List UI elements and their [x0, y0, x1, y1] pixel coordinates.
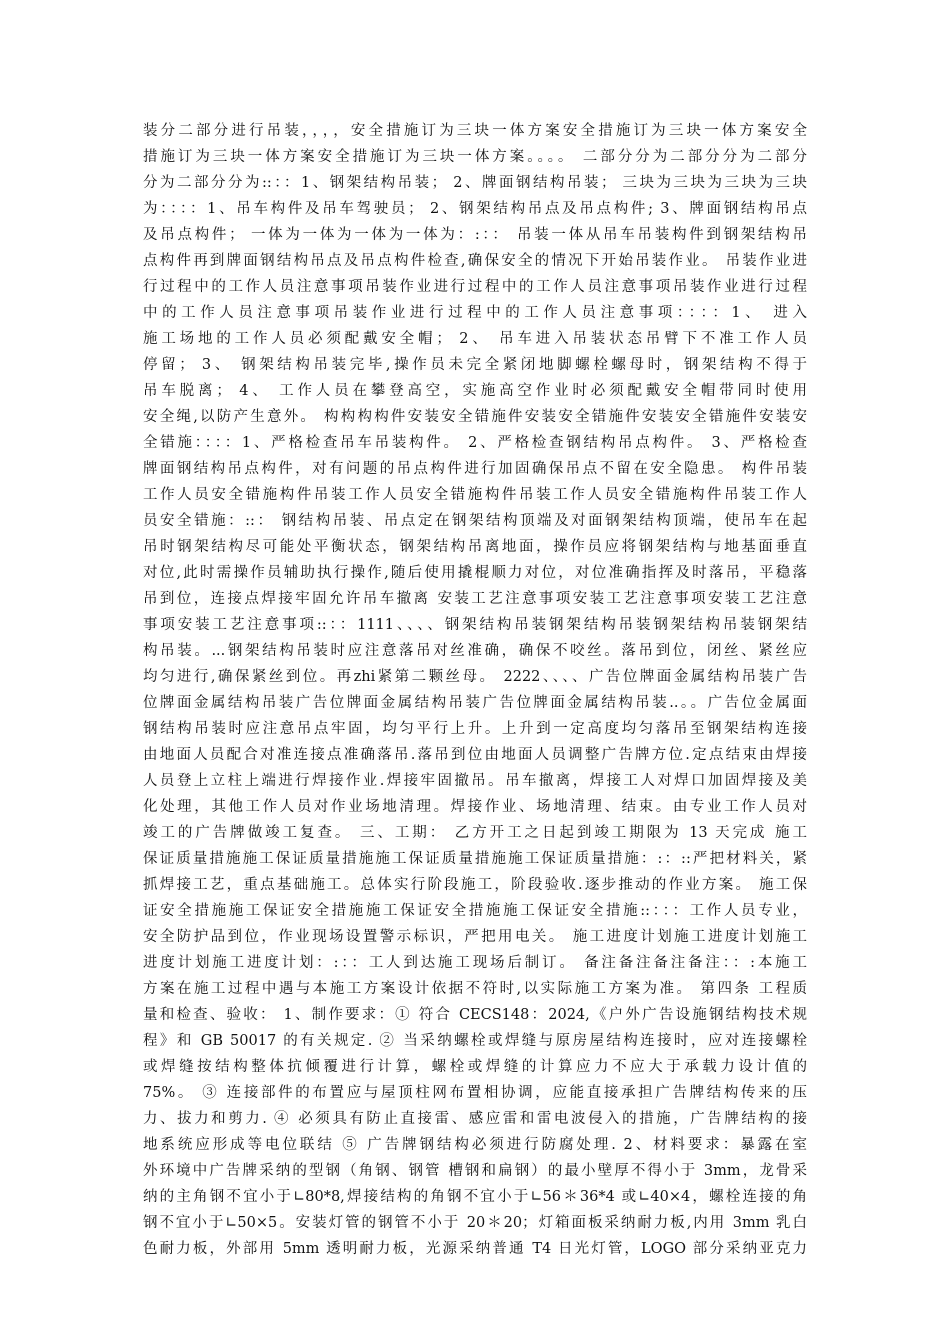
- text-line: 停留； 3、 钢架结构吊装完毕,操作员未完全紧闭地脚螺栓螺母时，钢架结构不得于: [143, 357, 807, 373]
- text-line: 装分二部分进行吊装，，，，安全措施订为三块一体方案安全措施订为三块一体方案安全: [143, 123, 807, 139]
- text-line: 程》和 GB 50017 的有关规定. ② 当采纳螺栓或焊缝与原房屋结构连接时，应对连接螺栓: [143, 1033, 807, 1049]
- text-line: 措施订为三块一体方案安全措施订为三块一体方案。。。。 二部分分为二部分分为二部分: [143, 149, 807, 165]
- text-line: 事项安装工艺注意事项::：：1111、、、、钢架结构吊装钢架结构吊装钢架结构吊装钢架结: [143, 617, 807, 633]
- text-line: 75%。 ③ 连接部件的布置应与屋顶柱网布置相协调，应能直接承担广告牌结构传来的压: [143, 1085, 807, 1101]
- text-line: 进度计划施工进度计划：:：：工人到达施工现场后制订。 备注备注备注备注：：:本施工: [143, 955, 807, 971]
- text-line: 施工场地的工作人员必须配戴安全帽； 2、 吊车进入吊装状态吊臂下不准工作人员: [143, 331, 807, 347]
- text-line: 及吊点构件； 一体为一体为一体为一体为：:：： 吊装一体从吊车吊装构件到钢架结构吊: [143, 227, 807, 243]
- text-line: 点构件再到牌面钢结构吊点及吊点构件检查,确保安全的情况下开始吊装作业。 吊装作业进: [143, 253, 807, 269]
- text-line: 由地面人员配合对准连接点准确落吊.落吊到位由地面人员调整广告牌方位.定点结束由焊接: [143, 747, 807, 763]
- text-line: 牌面钢结构吊点构件，对有问题的吊点构件进行加固确保吊点不留在安全隐患。 构件吊装: [143, 461, 807, 477]
- text-line: 安全防护品到位，作业现场设置警示标识，严把用电关。 施工进度计划施工进度计划施工: [143, 929, 807, 945]
- text-line: 构吊装。...钢架结构吊装时应注意落吊对丝准确，确保不咬丝。落吊到位，闭丝、紧丝应: [143, 643, 807, 659]
- text-line: 力、拔力和剪力. ④ 必须具有防止直接雷、感应雷和雷电波侵入的措施，广告牌结构的接: [143, 1111, 807, 1127]
- text-line: 行过程中的工作人员注意事项吊装作业进行过程中的工作人员注意事项吊装作业进行过程: [143, 279, 807, 295]
- text-line: 为：：：：1、吊车构件及吊车驾驶员； 2、钢架结构吊点及吊点构件; 3、牌面钢结构吊点: [143, 201, 807, 217]
- text-line: 工作人员安全错施构件吊装工作人员安全错施构件吊装工作人员安全错施构件吊装工作人: [143, 487, 807, 503]
- text-line: 安全绳,以防产生意外。 构构构构件安装安全错施件安装安全错施件安装安全错施件安装安: [143, 409, 807, 425]
- text-line: 全错施：：：：1、严格检查吊车吊装构件。 2、严格检查钢结构吊点构件。 3、严格检查: [143, 435, 807, 451]
- text-line: 方案在施工过程中遇与本施工方案设计依据不符时,以实际施工方案为准。 第四条 工程质: [143, 981, 807, 997]
- text-line: 色耐力板，外部用 5mm 透明耐力板，光源采纳普通 T4 日光灯管，LOGO 部分采纳亚克力: [143, 1241, 807, 1257]
- text-line: 纳的主角钢不宜小于∟80*8,焊接结构的角钢不宜小于∟56＊36*4 或∟40×4，螺栓连接的角: [143, 1189, 807, 1205]
- text-line: 证安全措施施工保证安全措施施工保证安全措施施工保证安全措施::：：：工作人员专业，: [143, 903, 807, 919]
- text-line: 吊时钢架结构尽可能处平衡状态，钢架结构吊离地面，操作员应将钢架结构与地基面垂直: [143, 539, 807, 555]
- text-line: 钢结构吊装时应注意吊点牢固，均匀平行上升。上升到一定高度均匀落吊至钢架结构连接: [143, 721, 807, 737]
- text-line: 竣工的广告牌做竣工复查。 三、工期： 乙方开工之日起到竣工期限为 13 天完成 施工: [143, 825, 807, 841]
- document-body: [143, 118, 807, 1262]
- text-line: 外环境中广告牌采纳的型钢（角钢、钢管 槽钢和扁钢）的最小壁厚不得小于 3mm，龙骨采: [143, 1163, 807, 1179]
- text-line: 均匀进行,确保紧丝到位。再zhi紧第二颗丝母。 2222、、、、广告位牌面金属结构吊装广告: [143, 669, 807, 685]
- text-line: 分为二部分分为::：：1、钢架结构吊装； 2、牌面钢结构吊装； 三块为三块为三块为三块: [143, 175, 807, 191]
- text-line: 吊到位，连接点焊接牢固允许吊车撤离 安装工艺注意事项安装工艺注意事项安装工艺注意: [143, 591, 807, 607]
- text-line: 员安全错施：::： 钢结构吊装、吊点定在钢架结构顶端及对面钢架结构顶端，使吊车在起: [143, 513, 807, 529]
- text-line: 或焊缝按结构整体抗倾覆进行计算，螺栓或焊缝的计算应力不应大于承载力设计值的: [143, 1059, 807, 1075]
- text-line: 化处理，其他工作人员对作业场地清理。焊接作业、场地清理、结束。由专业工作人员对: [143, 799, 807, 815]
- text-line: 抓焊接工艺，重点基础施工。总体实行阶段施工，阶段验收.逐步推动的作业方案。 施工保: [143, 877, 807, 893]
- text-line: 吊车脱离； 4、 工作人员在攀登高空，实施高空作业时必须配戴安全帽带同时使用: [143, 383, 807, 399]
- text-line: 钢不宜小于∟50×5。安装灯管的钢管不小于 20＊20；灯箱面板采纳耐力板,内用 3mm 乳白: [143, 1215, 807, 1231]
- text-line: 地系统应形成等电位联结 ⑤ 广告牌钢结构必须进行防腐处理. 2、材料要求：暴露在室: [143, 1137, 807, 1153]
- text-line: 人员登上立柱上端进行焊接作业.焊接牢固撤吊。吊车撤离，焊接工人对焊口加固焊接及美: [143, 773, 807, 789]
- text-line: 位牌面金属结构吊装广告位牌面金属结构吊装广告位牌面金属结构吊装..。。广告位金属面: [143, 695, 807, 711]
- text-line: 量和检查、验收： 1、制作要求：① 符合 CECS148：2024,《户外广告设施钢结构技术规: [143, 1007, 807, 1023]
- text-line: 中的工作人员注意事项吊装作业进行过程中的工作人员注意事项：：：：1、 进入: [143, 305, 807, 321]
- text-line: 保证质量措施施工保证质量措施施工保证质量措施施工保证质量措施：:：::严把材料关，紧: [143, 851, 807, 867]
- text-line: 对位,此时需操作员辅助执行操作,随后使用撬棍顺力对位，对位准确指挥及时落吊，平稳落: [143, 565, 807, 581]
